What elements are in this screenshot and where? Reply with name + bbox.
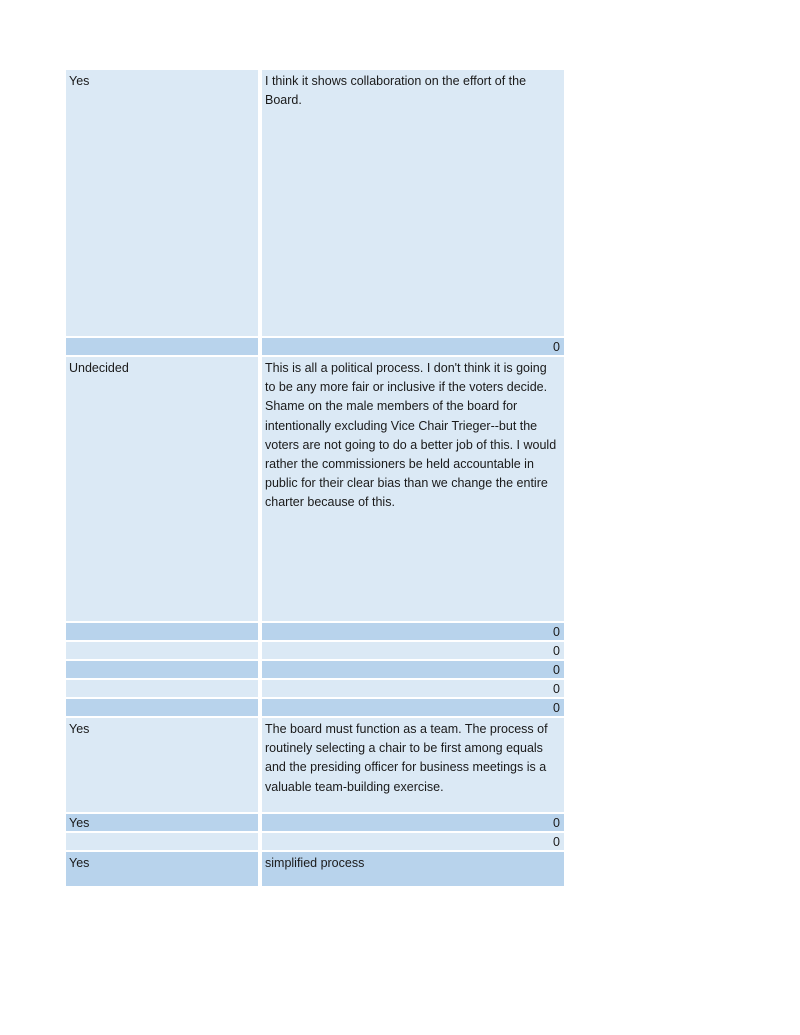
response-cell: Undecided bbox=[66, 357, 258, 621]
table-row bbox=[66, 338, 564, 355]
response-cell bbox=[66, 623, 258, 640]
comment-cell: This is all a political process. I don't think it is going to be any more fair or inclusive if the voters decide. Shame on the male members of the board for intentionally excluding Vice Chair Trieger--but the voters are not going to do a better job of this. I would rather the commissioners be held accountable in public for their clear bias than we change the entire charter because of this. bbox=[262, 357, 564, 621]
response-cell bbox=[66, 338, 258, 355]
response-cell: Yes bbox=[66, 852, 258, 886]
comment-cell: 0 bbox=[262, 642, 564, 659]
comment-cell: 0 bbox=[262, 833, 564, 850]
response-cell bbox=[66, 833, 258, 850]
table-row bbox=[66, 642, 564, 659]
response-cell bbox=[66, 699, 258, 716]
table-row bbox=[66, 814, 564, 831]
table-row bbox=[66, 680, 564, 697]
table-row bbox=[66, 718, 564, 812]
comment-cell: simplified process bbox=[262, 852, 564, 886]
table-row bbox=[66, 833, 564, 850]
comment-cell: 0 bbox=[262, 661, 564, 678]
survey-response-table bbox=[66, 70, 564, 888]
table-row bbox=[66, 70, 564, 336]
comment-cell: The board must function as a team. The process of routinely selecting a chair to be first among equals and the presiding officer for business meetings is a valuable team-building exercise. bbox=[262, 718, 564, 812]
comment-cell: I think it shows collaboration on the effort of the Board. bbox=[262, 70, 564, 336]
response-cell: Yes bbox=[66, 814, 258, 831]
table-row bbox=[66, 357, 564, 621]
comment-cell: 0 bbox=[262, 623, 564, 640]
response-cell bbox=[66, 661, 258, 678]
table-row bbox=[66, 661, 564, 678]
table-row bbox=[66, 699, 564, 716]
response-cell: Yes bbox=[66, 70, 258, 336]
comment-cell: 0 bbox=[262, 699, 564, 716]
table-row bbox=[66, 623, 564, 640]
comment-cell: 0 bbox=[262, 814, 564, 831]
table-row bbox=[66, 852, 564, 886]
response-cell bbox=[66, 680, 258, 697]
response-cell: Yes bbox=[66, 718, 258, 812]
response-cell bbox=[66, 642, 258, 659]
comment-cell: 0 bbox=[262, 680, 564, 697]
comment-cell: 0 bbox=[262, 338, 564, 355]
